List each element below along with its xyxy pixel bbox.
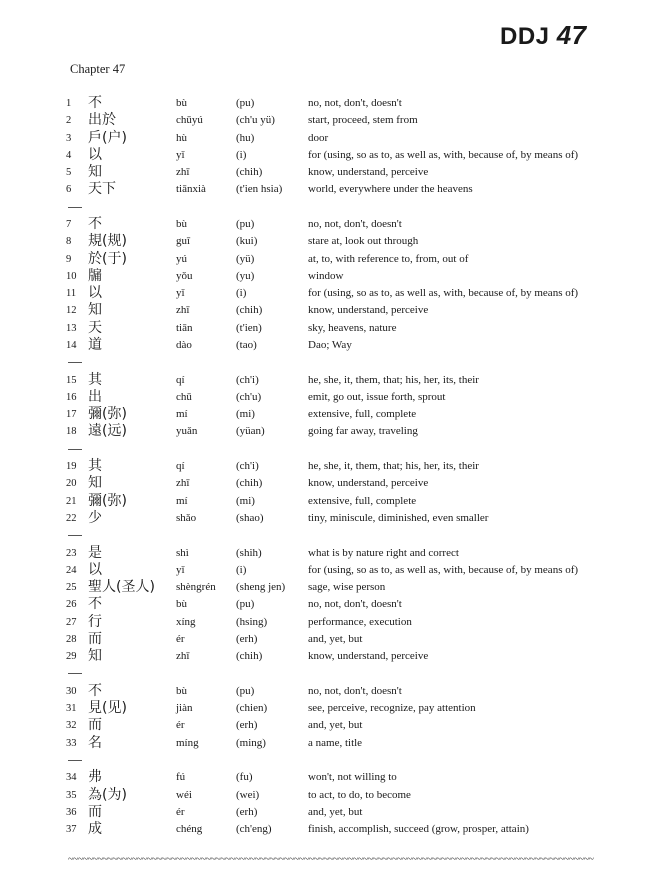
entry-pinyin: chū xyxy=(176,390,192,403)
entry-number: 26 xyxy=(66,599,77,611)
entry-wade-giles: (hsing) xyxy=(236,615,268,628)
entry-number: 2 xyxy=(66,115,72,127)
entry-character: 不 xyxy=(88,682,102,699)
entry-definition: no, not, don't, doesn't xyxy=(308,97,402,109)
entry-definition: and, yet, but xyxy=(308,719,363,732)
entry-pinyin: bù xyxy=(176,598,187,611)
table-row xyxy=(0,181,650,198)
entry-character: 彌(弥) xyxy=(88,492,127,509)
entry-character: 而 xyxy=(88,630,102,647)
entry-wade-giles: (t'ien hsia) xyxy=(236,183,283,196)
entry-pinyin: chūyú xyxy=(176,114,203,127)
entry-pinyin: wéi xyxy=(176,788,192,801)
entry-number: 25 xyxy=(66,582,77,593)
entry-character: 以 xyxy=(88,285,102,301)
entry-wade-giles: (shih) xyxy=(236,546,262,559)
entry-character: 名 xyxy=(88,734,102,751)
entry-character: 知 xyxy=(88,164,102,180)
entry-pinyin: dào xyxy=(176,338,192,351)
table-row xyxy=(0,631,650,648)
table-row xyxy=(0,147,650,164)
entry-definition: tiny, miniscule, diminished, even smaller xyxy=(308,511,489,524)
entry-character: 成 xyxy=(88,821,102,837)
entry-pinyin: bù xyxy=(176,97,187,109)
entry-definition: finish, accomplish, succeed (grow, prosper, attain) xyxy=(308,823,529,835)
table-row xyxy=(0,545,650,562)
entry-character: 少 xyxy=(88,509,102,526)
entry-number: 34 xyxy=(66,772,77,784)
entry-number: 16 xyxy=(66,391,77,403)
entry-character: 行 xyxy=(88,613,102,630)
entry-number: 12 xyxy=(66,305,77,317)
entry-pinyin: mí xyxy=(176,408,188,420)
table-row xyxy=(0,821,650,838)
entry-character: 知 xyxy=(88,475,102,492)
entry-wade-giles: (ch'eng) xyxy=(236,823,272,835)
entry-number: 8 xyxy=(66,236,72,248)
entry-pinyin: shèngrén xyxy=(176,581,216,593)
entry-pinyin: yǐ xyxy=(176,287,185,299)
entry-pinyin: fú xyxy=(176,771,186,784)
entry-pinyin: zhī xyxy=(176,650,190,662)
entry-pinyin: ér xyxy=(176,805,185,818)
entry-number: 17 xyxy=(66,409,77,420)
entry-definition: know, understand, perceive xyxy=(308,304,429,317)
entry-definition: world, everywhere under the heavens xyxy=(308,183,473,196)
table-row xyxy=(0,302,650,319)
entry-wade-giles: (mi) xyxy=(236,494,255,507)
table-row xyxy=(0,130,650,147)
entry-number: 7 xyxy=(66,219,72,230)
table-row xyxy=(0,458,650,475)
group-separator xyxy=(68,760,82,761)
entry-wade-giles: (hu) xyxy=(236,131,255,144)
entry-character: 遠(远) xyxy=(88,423,127,440)
entry-definition: for (using, so as to, as well as, with, because of, by means of) xyxy=(308,563,579,576)
entry-number: 22 xyxy=(66,512,77,524)
entry-number: 32 xyxy=(66,720,77,732)
entry-number: 6 xyxy=(66,184,72,196)
entry-number: 21 xyxy=(66,495,77,507)
table-row xyxy=(0,372,650,389)
entry-pinyin: míng xyxy=(176,736,199,749)
entry-definition: know, understand, perceive xyxy=(308,650,429,662)
entry-wade-giles: (chih) xyxy=(236,304,263,317)
entry-definition: he, she, it, them, that; his, her, its, their xyxy=(308,460,479,472)
entry-pinyin: hù xyxy=(176,131,187,144)
entry-character: 見(见) xyxy=(88,700,127,716)
entry-wade-giles: (ch'u yü) xyxy=(236,114,275,127)
entry-wade-giles: (pu) xyxy=(236,97,255,109)
table-row xyxy=(0,804,650,821)
entry-pinyin: mí xyxy=(176,494,188,507)
entry-pinyin: yuǎn xyxy=(176,425,198,438)
entry-wade-giles: (ch'i) xyxy=(236,460,259,472)
table-row xyxy=(0,683,650,700)
entry-character: 聖人(圣人) xyxy=(88,579,155,595)
entry-number: 1 xyxy=(66,98,72,109)
entry-character: 天下 xyxy=(88,181,116,198)
entry-pinyin: qí xyxy=(176,460,185,472)
entry-wade-giles: (yü) xyxy=(236,252,255,265)
entry-character: 知 xyxy=(88,302,102,319)
entry-definition: Dao; Way xyxy=(308,338,352,351)
table-row xyxy=(0,614,650,631)
entry-wade-giles: (sheng jen) xyxy=(236,581,286,593)
footer-rule: ~~~~~~~~~~~~~~~~~~~~~~~~~~~~~~~~~~~~~~~~~~~~~~~~~~~~~~~~~~~~~~~~~~~~~~~~~~~~~~~~~~~~~~~~~~~~~~~~~~~~~~~~~~~ xyxy=(68,854,594,865)
group-separator xyxy=(68,535,82,536)
entry-character: 不 xyxy=(88,596,102,613)
entry-wade-giles: (erh) xyxy=(236,632,258,645)
entry-character: 於(于) xyxy=(88,250,127,267)
table-row xyxy=(0,579,650,596)
entry-definition: and, yet, but xyxy=(308,632,363,645)
table-row xyxy=(0,337,650,354)
entry-number: 24 xyxy=(66,564,77,576)
entry-number: 37 xyxy=(66,824,77,835)
entry-number: 23 xyxy=(66,547,77,559)
entry-wade-giles: (chien) xyxy=(236,702,268,714)
table-row xyxy=(0,389,650,406)
table-row xyxy=(0,648,650,665)
entry-number: 9 xyxy=(66,253,72,265)
table-row xyxy=(0,406,650,423)
entry-number: 19 xyxy=(66,461,77,472)
entry-character: 出 xyxy=(88,388,102,405)
entry-pinyin: bù xyxy=(176,218,187,230)
entry-definition: window xyxy=(308,269,344,282)
table-row xyxy=(0,493,650,510)
table-row xyxy=(0,164,650,181)
entry-definition: emit, go out, issue forth, sprout xyxy=(308,390,446,403)
table-row xyxy=(0,216,650,233)
entry-pinyin: tiānxià xyxy=(176,183,206,196)
entry-pinyin: xíng xyxy=(176,615,196,628)
entry-character: 不 xyxy=(88,95,102,111)
entry-character: 知 xyxy=(88,648,102,664)
entry-wade-giles: (ch'i) xyxy=(236,373,259,386)
table-row xyxy=(0,475,650,492)
entry-wade-giles: (i) xyxy=(236,287,247,299)
entry-character: 牖 xyxy=(88,267,102,284)
entry-number: 29 xyxy=(66,651,77,662)
entry-character: 為(为) xyxy=(88,786,127,803)
table-row xyxy=(0,423,650,440)
entry-character: 而 xyxy=(88,803,102,820)
entry-wade-giles: (wei) xyxy=(236,788,260,801)
table-row xyxy=(0,510,650,527)
entry-definition: know, understand, perceive xyxy=(308,477,429,490)
entry-definition: no, not, don't, doesn't xyxy=(308,218,402,230)
table-row xyxy=(0,787,650,804)
entry-pinyin: zhī xyxy=(176,166,190,178)
entry-number: 3 xyxy=(66,132,72,144)
entry-wade-giles: (yu) xyxy=(236,269,255,282)
entry-number: 28 xyxy=(66,633,77,645)
entry-pinyin: yǐ xyxy=(176,563,185,576)
group-separator xyxy=(68,362,82,363)
entry-pinyin: yú xyxy=(176,252,187,265)
entry-pinyin: yǐ xyxy=(176,148,185,161)
entry-number: 36 xyxy=(66,806,77,818)
entry-pinyin: yǒu xyxy=(176,269,193,282)
entry-pinyin: qí xyxy=(176,373,185,386)
entry-character: 其 xyxy=(88,371,102,388)
entry-wade-giles: (t'ien) xyxy=(236,321,262,334)
entry-character: 其 xyxy=(88,458,102,474)
entry-definition: extensive, full, complete xyxy=(308,494,417,507)
entry-definition: won't, not willing to xyxy=(308,771,397,784)
header-tag-text: DDJ xyxy=(500,23,550,50)
entry-pinyin: zhī xyxy=(176,477,190,490)
entry-wade-giles: (mi) xyxy=(236,408,255,420)
entry-definition: for (using, so as to, as well as, with, because of, by means of) xyxy=(308,287,579,299)
entry-pinyin: shì xyxy=(176,546,189,559)
entry-wade-giles: (erh) xyxy=(236,719,258,732)
entry-number: 10 xyxy=(66,270,77,282)
entry-definition: no, not, don't, doesn't xyxy=(308,598,402,611)
entry-definition: sage, wise person xyxy=(308,581,386,593)
entry-character: 戶(户) xyxy=(88,129,127,146)
entry-wade-giles: (ch'u) xyxy=(236,390,262,403)
entry-definition: what is by nature right and correct xyxy=(308,546,459,559)
entry-number: 13 xyxy=(66,322,77,334)
entry-definition: for (using, so as to, as well as, with, because of, by means of) xyxy=(308,148,579,161)
entry-definition: at, to, with reference to, from, out of xyxy=(308,252,469,265)
entry-wade-giles: (yüan) xyxy=(236,425,265,438)
entry-wade-giles: (shao) xyxy=(236,511,264,524)
entry-number: 11 xyxy=(66,288,77,299)
entry-wade-giles: (tao) xyxy=(236,338,257,351)
entry-definition: he, she, it, them, that; his, her, its, their xyxy=(308,373,479,386)
entry-definition: start, proceed, stem from xyxy=(308,114,418,127)
table-row xyxy=(0,233,650,250)
entry-character: 不 xyxy=(88,216,102,232)
table-row xyxy=(0,596,650,613)
entry-wade-giles: (chih) xyxy=(236,650,263,662)
entry-number: 31 xyxy=(66,703,77,714)
entry-pinyin: ér xyxy=(176,719,185,732)
entry-number: 35 xyxy=(66,789,77,801)
entry-definition: stare at, look out through xyxy=(308,235,419,248)
entry-number: 15 xyxy=(66,374,77,386)
table-row xyxy=(0,735,650,752)
group-separator xyxy=(68,449,82,450)
entry-number: 27 xyxy=(66,616,77,628)
entry-number: 33 xyxy=(66,737,77,749)
entry-definition: sky, heavens, nature xyxy=(308,321,397,334)
group-separator xyxy=(68,673,82,674)
entry-wade-giles: (ming) xyxy=(236,736,266,749)
entry-pinyin: jiàn xyxy=(176,702,193,714)
table-row xyxy=(0,700,650,717)
table-row xyxy=(0,285,650,302)
table-row xyxy=(0,562,650,579)
entry-number: 20 xyxy=(66,478,77,490)
entry-definition: know, understand, perceive xyxy=(308,166,429,178)
entry-definition: a name, title xyxy=(308,736,363,749)
entry-character: 是 xyxy=(88,544,102,561)
entry-character: 天 xyxy=(88,319,102,336)
entry-wade-giles: (chih) xyxy=(236,166,263,178)
entry-character: 弗 xyxy=(88,769,102,786)
entry-definition: extensive, full, complete xyxy=(308,408,417,420)
entry-wade-giles: (chih) xyxy=(236,477,263,490)
entry-number: 5 xyxy=(66,167,72,178)
entry-wade-giles: (pu) xyxy=(236,218,255,230)
entry-number: 18 xyxy=(66,426,77,438)
entry-definition: to act, to do, to become xyxy=(308,788,411,801)
entry-number: 30 xyxy=(66,685,77,697)
table-row xyxy=(0,268,650,285)
group-separator xyxy=(68,207,82,208)
entry-character: 規(规) xyxy=(88,233,127,250)
table-row xyxy=(0,95,650,112)
entry-pinyin: chéng xyxy=(176,823,203,835)
entry-character: 以 xyxy=(88,561,102,578)
entry-wade-giles: (i) xyxy=(236,148,247,161)
entry-wade-giles: (erh) xyxy=(236,805,258,818)
entry-character: 以 xyxy=(88,146,102,163)
entry-pinyin: bù xyxy=(176,684,187,697)
table-row xyxy=(0,112,650,129)
chapter-title: Chapter 47 xyxy=(70,62,126,76)
entry-character: 道 xyxy=(88,336,102,353)
entry-wade-giles: (i) xyxy=(236,563,247,576)
entry-character: 出於 xyxy=(88,112,116,129)
table-row xyxy=(0,320,650,337)
header-chapter-number: 47 xyxy=(556,20,587,50)
entry-pinyin: ér xyxy=(176,632,185,645)
entry-wade-giles: (kui) xyxy=(236,235,258,248)
entry-number: 4 xyxy=(66,149,72,161)
table-row xyxy=(0,251,650,268)
entry-definition: performance, execution xyxy=(308,615,412,628)
entry-definition: and, yet, but xyxy=(308,805,363,818)
entry-definition: door xyxy=(308,131,329,144)
entry-definition: no, not, don't, doesn't xyxy=(308,684,402,697)
entry-pinyin: shǎo xyxy=(176,511,197,524)
entry-definition: see, perceive, recognize, pay attention xyxy=(308,702,476,714)
entry-wade-giles: (pu) xyxy=(236,598,255,611)
entry-character: 彌(弥) xyxy=(88,406,127,422)
table-row xyxy=(0,769,650,786)
entry-wade-giles: (fu) xyxy=(236,771,253,784)
entry-definition: going far away, traveling xyxy=(308,425,418,438)
entry-character: 而 xyxy=(88,717,102,734)
entry-wade-giles: (pu) xyxy=(236,684,255,697)
entry-pinyin: tiān xyxy=(176,321,193,334)
entry-number: 14 xyxy=(66,339,77,351)
table-row xyxy=(0,717,650,734)
entry-pinyin: guī xyxy=(176,235,191,248)
entry-pinyin: zhī xyxy=(176,304,190,317)
